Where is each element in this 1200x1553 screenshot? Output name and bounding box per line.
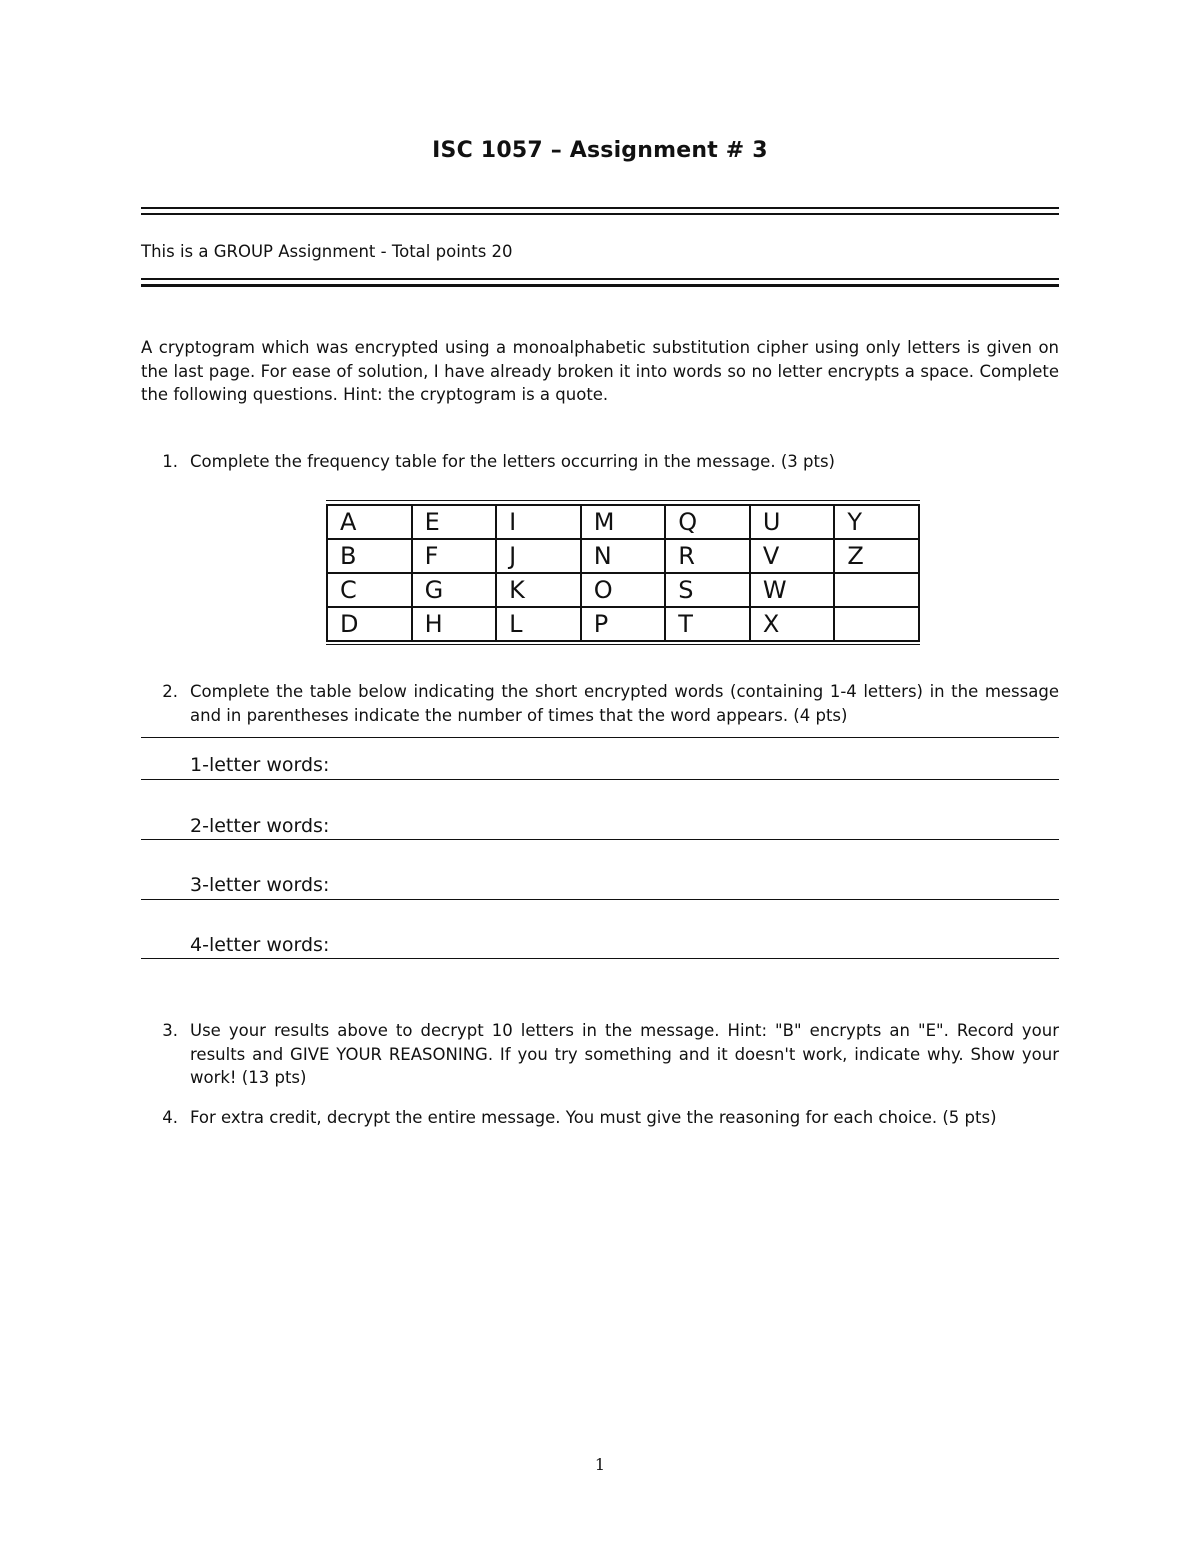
letter-cell: O: [581, 573, 666, 607]
letter-cell: N: [581, 539, 666, 573]
frequency-table: [326, 504, 920, 642]
question-number-2: 2.: [162, 682, 178, 701]
letter-cell: I: [496, 505, 581, 539]
letter-cell: B: [327, 539, 412, 573]
double-rule-bottom-upper: [141, 278, 1059, 280]
frequency-row: [327, 539, 919, 573]
question-text-3: Use your results above to decrypt 10 letters in the message. Hint: "B" encrypts an "E". Record your results and GIVE YOUR REASONING. If you try something and it doesn't work, indicate why. Show your work! (13 pts): [190, 1021, 1059, 1087]
question-number-3: 3.: [162, 1021, 178, 1040]
page-number: 1: [594, 1455, 606, 1474]
letter-cell: R: [665, 539, 750, 573]
letter-cell: U: [750, 505, 835, 539]
two-letter-words-label: 2-letter words:: [190, 815, 330, 837]
frequency-row: [327, 573, 919, 607]
one-letter-words-line: [141, 779, 1059, 780]
frequency-row: [327, 607, 919, 641]
two-letter-words-line: [141, 839, 1059, 840]
four-letter-words-label: 4-letter words:: [190, 934, 330, 956]
question-text-1: Complete the frequency table for the letters occurring in the message. (3 pts): [190, 452, 835, 471]
frequency-row: [327, 505, 919, 539]
group-assignment-note: This is a GROUP Assignment - Total points 20: [141, 242, 513, 261]
page-title: ISC 1057 – Assignment # 3: [432, 138, 768, 163]
letter-cell: C: [327, 573, 412, 607]
letter-cell: P: [581, 607, 666, 641]
letter-cell: S: [665, 573, 750, 607]
letter-cell: J: [496, 539, 581, 573]
three-letter-words-line: [141, 899, 1059, 900]
intro-paragraph: A cryptogram which was encrypted using a monoalphabetic substitution cipher using only letters is given on the last page. For ease of solution, I have already broken it into words so no letter encrypts a space. Complete the following questions. Hint: the cryptogram is a quote.: [141, 338, 1059, 404]
letter-cell: Y: [834, 505, 919, 539]
frequency-table-frame: [326, 500, 920, 645]
letter-cell: G: [412, 573, 497, 607]
letter-cell: Z: [834, 539, 919, 573]
double-rule-top-lower: [141, 213, 1059, 215]
letter-cell: A: [327, 505, 412, 539]
word-table-top-rule: [141, 737, 1059, 738]
letter-cell: F: [412, 539, 497, 573]
double-rule-bottom-lower: [141, 284, 1059, 287]
double-rule-top-upper: [141, 207, 1059, 209]
letter-cell: X: [750, 607, 835, 641]
letter-cell: K: [496, 573, 581, 607]
three-letter-words-label: 3-letter words:: [190, 874, 330, 896]
empty-cell: [834, 573, 919, 607]
letter-cell: H: [412, 607, 497, 641]
letter-cell: T: [665, 607, 750, 641]
question-number-4: 4.: [162, 1108, 178, 1127]
letter-cell: Q: [665, 505, 750, 539]
letter-cell: D: [327, 607, 412, 641]
empty-cell: [834, 607, 919, 641]
letter-cell: L: [496, 607, 581, 641]
letter-cell: E: [412, 505, 497, 539]
question-number-1: 1.: [162, 452, 178, 471]
question-text-2: Complete the table below indicating the short encrypted words (containing 1-4 letters) in the message and in parentheses indicate the number of times that the word appears. (4 pts): [190, 682, 1059, 725]
one-letter-words-label: 1-letter words:: [190, 754, 330, 776]
question-text-4: For extra credit, decrypt the entire message. You must give the reasoning for each choice. (5 pts): [190, 1108, 997, 1127]
letter-cell: W: [750, 573, 835, 607]
letter-cell: M: [581, 505, 666, 539]
four-letter-words-line: [141, 958, 1059, 959]
letter-cell: V: [750, 539, 835, 573]
